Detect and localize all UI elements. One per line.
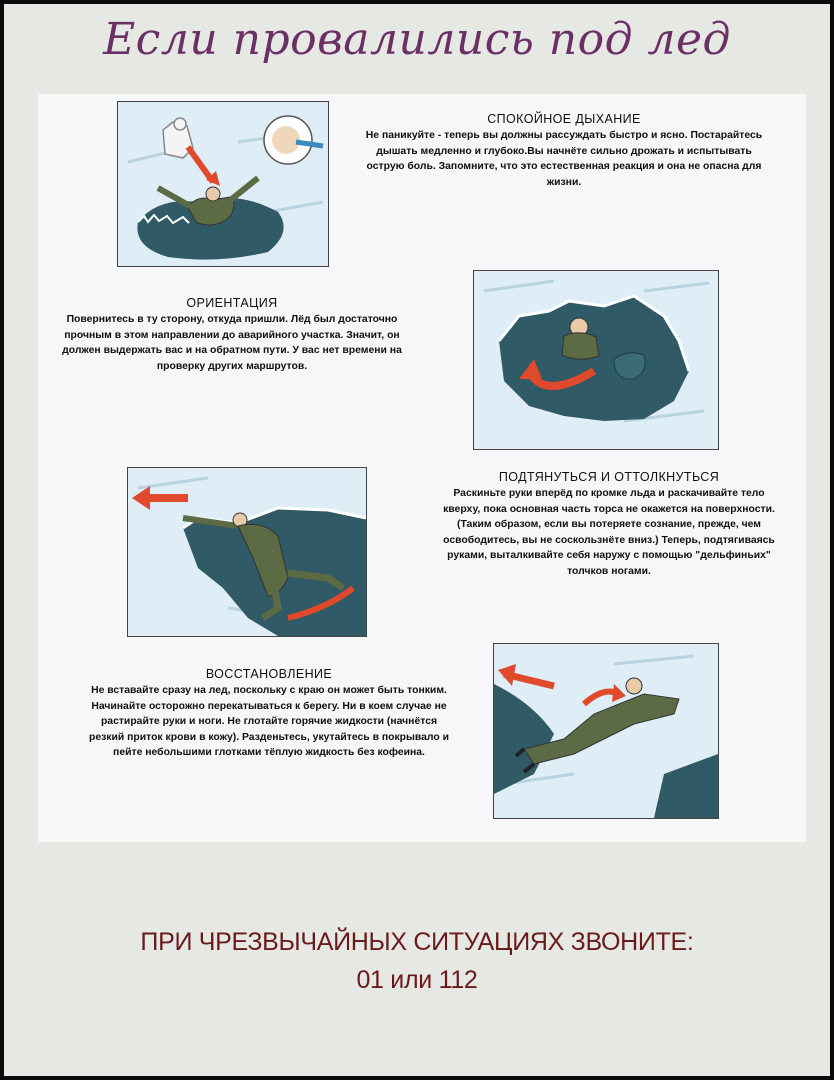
illustration-recovery [493,643,719,819]
emergency-numbers: 01 или 112 [356,966,478,994]
section-pull-and-push [426,470,792,580]
section-text: Не вставайте сразу на лед, поскольку с краю он может быть тонким. Начинайте осторожно перекатываться к берегу. Ни в коем случае не растирайте руки и ноги. Не глотайте горячие жидкости (начнётся резкий приток крови в кожу). Разденьтесь, укутайтесь в покрывало и пейте небольшими глотками тёплую жидкость без кофеина. [88,685,450,759]
section-text: Раскиньте руки вперёд по кромке льда и раскачивайте тело кверху, пока основная часть торса не окажется на поверхности. (Таким образом, если вы потеряете сознание, прежде, чем освободитесь, вы не соскользнёте вниз.) Теперь, подтягиваясь руками, выталкивайте себя наружу с помощью "дельфиньих" толчков ногами. [443,488,775,577]
emergency-line: ПРИ ЧРЕЗВЫЧАЙНЫХ СИТУАЦИЯХ ЗВОНИТЕ: [140,928,694,956]
section-heading: ОРИЕНТАЦИЯ [186,296,278,310]
recovery-drawing [494,644,718,818]
poster-title: Если провалились под лед [103,14,731,65]
illustration-falling-through-ice [117,101,329,267]
pull-and-push-drawing [128,468,366,636]
section-heading: ПОДТЯНУТЬСЯ И ОТТОЛКНУТЬСЯ [498,470,720,484]
illustration-pull-and-push [127,467,367,637]
section-heading: СПОКОЙНОЕ ДЫХАНИЕ [487,112,641,126]
section-text: Не паникуйте - теперь вы должны рассуждать быстро и ясно. Постарайтесь дышать медленно и глубоко.Вы начнёте сильно дрожать и испытывать острую боль. Запомните, что это естественная реакция и она не опасна для жизни. [365,130,763,188]
section-heading: ВОССТАНОВЛЕНИЕ [205,667,333,681]
falling-through-ice-drawing [118,102,328,266]
section-recovery [78,667,460,761]
section-text: Повернитесь в ту сторону, откуда пришли. Лёд был достаточно прочным в этом направлении до аварийного участка. Значит, он должен выдержать вас и на обратном пути. У вас нет времени на проверку других маршрутов. [62,314,402,372]
illustration-orientation [473,270,719,450]
section-orientation [58,296,406,374]
orientation-drawing [474,271,718,449]
section-calm-breathing [352,112,776,190]
